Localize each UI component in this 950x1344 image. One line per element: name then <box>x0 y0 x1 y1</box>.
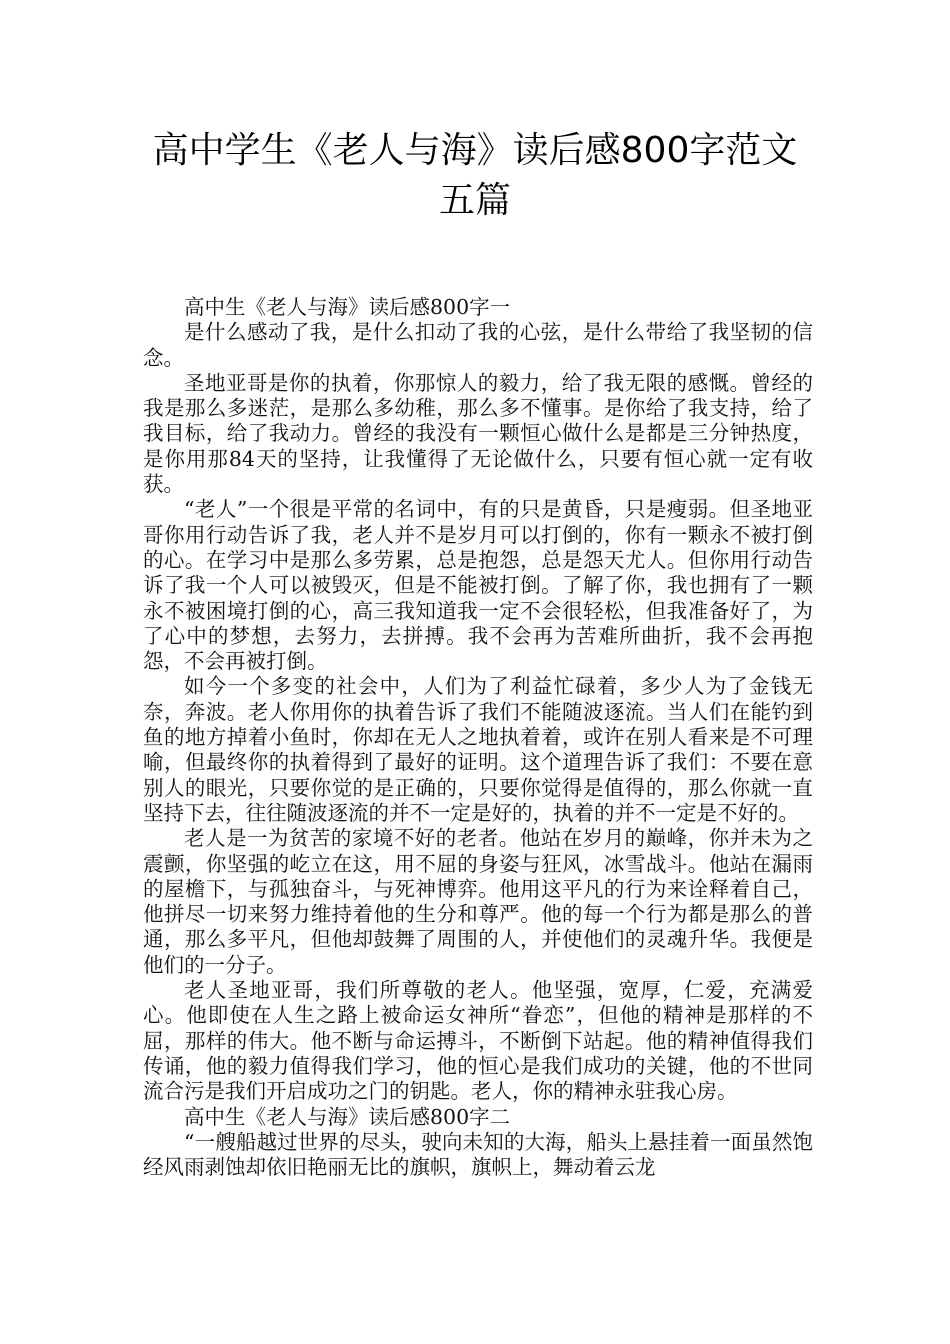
section-heading: 高中生《老人与海》读后感800字二 <box>184 1104 511 1129</box>
paragraph: 是什么感动了我，是什么扣动了我的心弦，是什么带给了我坚韧的信念。 <box>143 320 813 370</box>
paragraph: 老人是一为贫苦的家境不好的老者。他站在岁月的巅峰，你并未为之震颤，你坚强的屹立在这，用不屈的身姿与狂风，冰雪战斗。他站在漏雨的屋檐下，与孤独奋斗，与死神博弈。他用这平凡的行为来诠释着自己，他拼尽一切来努力维持着他的生分和尊严。他的每一个行为都是那么的普通，那么多平凡，但他却鼓舞了周围的人，并使他们的灵魂升华。我便是他们的一分子。 <box>143 826 813 977</box>
paragraph: 圣地亚哥是你的执着，你那惊人的毅力，给了我无限的感慨。曾经的我是那么多迷茫，是那么多幼稚，那么多不懂事。是你给了我支持，给了我目标，给了我动力。曾经的我没有一颗恒心做什么是都是三分钟热度，是你用那84天的坚持，让我懂得了无论做什么，只要有恒心就一定有收获。 <box>143 370 813 497</box>
paragraph: 老人圣地亚哥，我们所尊敬的老人。他坚强，宽厚，仁爱，充满爱心。他即使在人生之路上被命运女神所“眷恋”，但他的精神是那样的不屈，那样的伟大。他不断与命运搏斗，不断倒下站起。他的精神值得我们传诵，他的毅力值得我们学习，他的恒心是我们成功的关键，他的不世同流合污是我们开启成功之门的钥匙。老人，你的精神永驻我心房。 <box>143 978 813 1104</box>
paragraph: “一艘船越过世界的尽头，驶向未知的大海，船头上悬挂着一面虽然饱经风雨剥蚀却依旧艳丽无比的旗帜，旗帜上，舞动着云龙 <box>143 1129 813 1180</box>
document-title: 高中学生《老人与海》读后感800字范文五篇 <box>152 130 798 221</box>
section-heading: 高中生《老人与海》读后感800字一 <box>184 295 511 319</box>
document-body <box>143 295 813 1180</box>
paragraph: “老人”一个很是平常的名词中，有的只是黄昏，只是瘦弱。但圣地亚哥你用行动告诉了我，老人并不是岁月可以打倒的，你有一颗永不被打倒的心。在学习中是那么多劳累，总是抱怨，总是怨天尤人。但你用行动告诉了我一个人可以被毁灭，但是不能被打倒。了解了你，我也拥有了一颗永不被困境打倒的心，高三我知道我一定不会很轻松，但我准备好了，为了心中的梦想，去努力，去拼搏。我不会再为苦难所曲折，我不会再抱怨，不会再被打倒。 <box>143 497 813 674</box>
paragraph: 如今一个多变的社会中，人们为了利益忙碌着，多少人为了金钱无奈，奔波。老人你用你的执着告诉了我们不能随波逐流。当人们在能钓到鱼的地方掉着小鱼时，你却在无人之地执着着，或许在别人看来是不可理喻，但最终你的执着得到了最好的证明。这个道理告诉了我们：不要在意别人的眼光，只要你觉的是正确的，只要你觉得是值得的，那么你就一直坚持下去，往往随波逐流的并不一定是好的，执着的并不一定是不好的。 <box>143 674 813 825</box>
